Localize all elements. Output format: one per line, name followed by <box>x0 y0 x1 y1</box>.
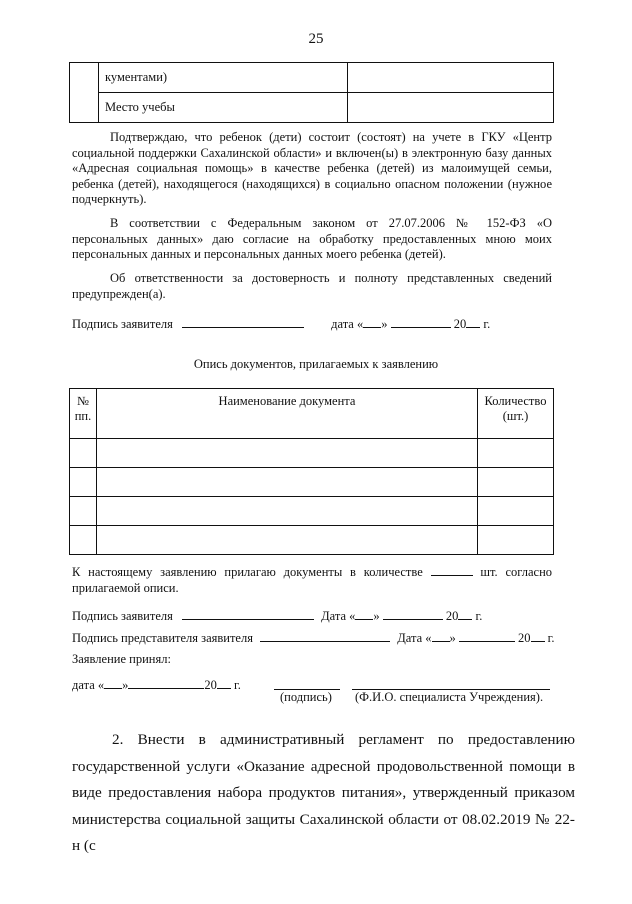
amendment-paragraph: 2. Внести в административный регламент по предоставлению государственной услуги «Оказание адресной продовольственной помощи в виде предоставления набора продуктов питания», утвержденный приказом министерства социальной защиты Сахалинской области от 08.02.2019 № 22-н (с <box>72 731 575 854</box>
day-field[interactable] <box>363 315 381 328</box>
attachment-paragraph <box>72 563 552 596</box>
year-suffix: г. <box>234 678 241 692</box>
year-field[interactable] <box>217 676 231 689</box>
year-field[interactable] <box>458 607 472 620</box>
table-cell[interactable] <box>478 468 554 497</box>
table-row <box>70 497 554 526</box>
caption-name: (Ф.И.О. специалиста Учреждения). <box>355 690 544 704</box>
year-prefix: 20 <box>453 317 467 331</box>
confirmation-paragraph: Подтверждаю, что ребенок (дети) состоит (состоят) на учете в ГКУ «Центр социальной поддержки Сахалинской области» и включен(ы) в электронную базу данных «Адресная социальная помощь» в качестве ребенка (детей) из малоимущей семьи, ребенка (детей), находящегося (находящихся) в социально опасном положении (нужное подчеркнуть). <box>72 130 552 206</box>
table-cell-value <box>348 93 554 123</box>
responsibility-paragraph: Об ответственности за достоверность и полноту представленных сведений предупрежден(а). <box>72 271 552 301</box>
page-number: 25 <box>308 31 324 47</box>
table-row <box>70 93 554 123</box>
table-row <box>70 468 554 497</box>
year-field[interactable] <box>531 629 545 642</box>
attachment-text-end: шт. согласно прилагаемой описи. <box>72 565 553 595</box>
inventory-table <box>69 388 554 555</box>
table-cell[interactable] <box>70 526 97 555</box>
table-cell[interactable] <box>97 468 478 497</box>
column-header-name: Наименование документа <box>97 389 478 439</box>
signature-label: Подпись представителя заявителя <box>72 631 253 645</box>
year-prefix: 20 <box>204 678 217 692</box>
signature-field[interactable] <box>182 315 304 328</box>
month-field[interactable] <box>383 607 443 620</box>
signature-line-applicant-2 <box>72 607 482 624</box>
table-cell[interactable] <box>70 439 97 468</box>
date-prefix: Дата « <box>321 609 356 623</box>
accepted-label: Заявление принял: <box>72 652 171 666</box>
caption-signature: (подпись) <box>280 690 332 704</box>
table-header-row <box>70 389 554 439</box>
signature-line-representative <box>72 629 554 646</box>
signature-label: Подпись заявителя <box>72 609 173 623</box>
table-cell[interactable] <box>70 497 97 526</box>
table-cell[interactable] <box>97 497 478 526</box>
table-cell[interactable] <box>478 526 554 555</box>
date-prefix: дата « <box>72 678 105 692</box>
month-field[interactable] <box>459 629 515 642</box>
year-prefix: 20 <box>445 609 459 623</box>
table-cell <box>70 63 99 123</box>
table-cell-label: Место учебы <box>99 93 348 123</box>
date-mid: » <box>381 317 388 331</box>
day-field[interactable] <box>104 676 122 689</box>
top-table <box>69 62 554 123</box>
attachment-text-start: К настоящему заявлению прилагаю документы в количестве <box>72 565 423 579</box>
year-suffix: г. <box>483 317 491 331</box>
table-cell[interactable] <box>478 439 554 468</box>
column-header-number: № пп. <box>70 389 97 439</box>
month-field[interactable] <box>391 315 451 328</box>
signature-field[interactable] <box>182 607 314 620</box>
table-cell[interactable] <box>97 526 478 555</box>
table-cell[interactable] <box>478 497 554 526</box>
inventory-heading: Опись документов, прилагаемых к заявлению <box>193 357 439 371</box>
day-field[interactable] <box>432 629 450 642</box>
signature-field[interactable] <box>260 629 390 642</box>
table-cell[interactable] <box>70 468 97 497</box>
date-mid: » <box>122 678 129 692</box>
table-cell-label: кументами) <box>99 63 348 93</box>
table-row <box>70 63 554 93</box>
table-row <box>70 526 554 555</box>
consent-paragraph: В соответствии с Федеральным законом от 27.07.2006 № 152-ФЗ «О персональных данных» даю согласие на обработку предоставленных мною моих персональных данных и персональных данных моего ребенка (детей). <box>72 216 552 261</box>
table-row <box>70 439 554 468</box>
date-mid: » <box>449 631 456 645</box>
signature-label: Подпись заявителя <box>72 317 173 331</box>
document-count-field[interactable] <box>431 563 473 576</box>
year-prefix: 20 <box>518 631 531 645</box>
day-field[interactable] <box>355 607 373 620</box>
year-suffix: г. <box>475 609 483 623</box>
date-mid: » <box>373 609 380 623</box>
month-field[interactable] <box>128 676 204 689</box>
table-cell[interactable] <box>97 439 478 468</box>
date-prefix: Дата « <box>397 631 432 645</box>
accepted-date-line <box>72 676 241 693</box>
year-suffix: г. <box>547 631 555 645</box>
table-cell-value <box>348 63 554 93</box>
signature-line-applicant-1 <box>72 315 490 332</box>
date-prefix: дата « <box>331 317 364 331</box>
year-field[interactable] <box>466 315 480 328</box>
column-header-quantity: Количество (шт.) <box>478 389 554 439</box>
